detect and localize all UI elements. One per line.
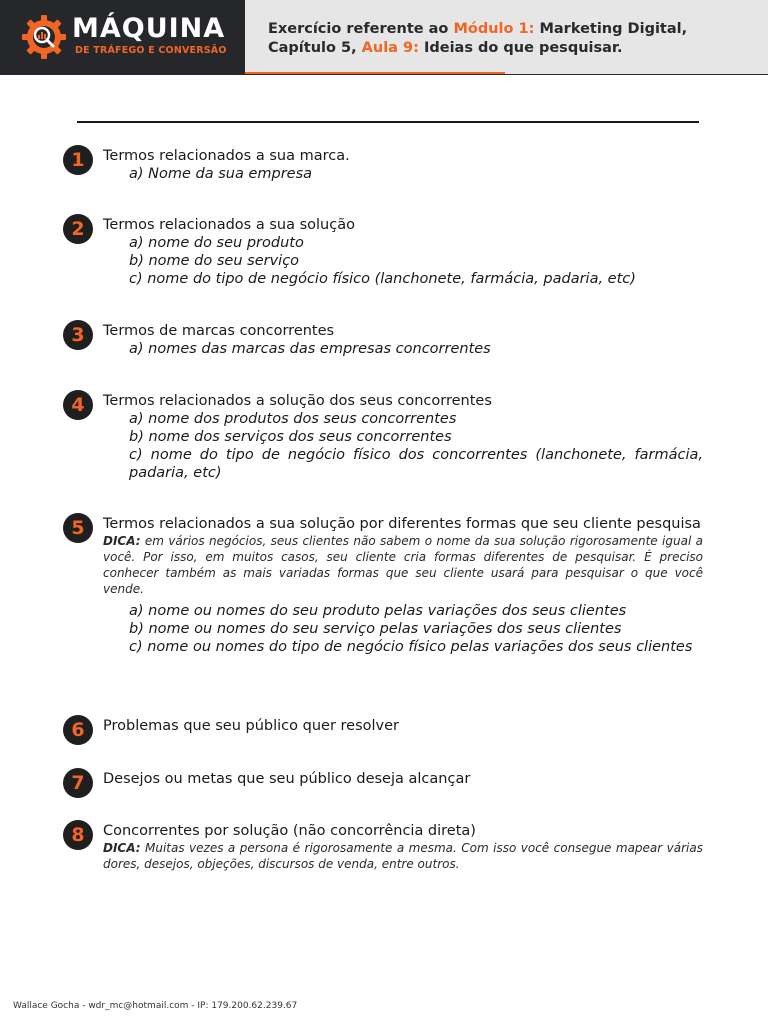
- item-title: Concorrentes por solução (não concorrência direta): [103, 823, 476, 839]
- tip-text: [103, 840, 703, 872]
- list-item-8: [63, 822, 703, 872]
- logo-title: MÁQUINA: [72, 13, 226, 44]
- item-title: Termos relacionados a solução dos seus concorrentes: [103, 393, 492, 409]
- tip-label: DICA:: [103, 534, 141, 548]
- item-subpoint: c) nome do tipo de negócio físico dos concorrentes (lanchonete, farmácia, padaria, etc): [129, 447, 703, 481]
- item-subpoint: c) nome ou nomes do tipo de negócio físico pelas variações dos seus clientes: [129, 639, 693, 655]
- item-title: Termos relacionados a sua solução: [103, 217, 355, 233]
- number-badge: 6: [63, 715, 93, 745]
- list-item-7: [63, 770, 703, 794]
- list-item-1: [63, 147, 703, 183]
- list-item-4: [63, 392, 703, 482]
- list-item-5: [63, 515, 703, 656]
- module-text: Marketing Digital, Capítulo 5,: [268, 21, 688, 56]
- item-title: Problemas que seu público quer resolver: [103, 718, 400, 734]
- item-subpoint: a) Nome da sua empresa: [129, 166, 313, 182]
- item-title: Desejos ou metas que seu público deseja alcançar: [103, 771, 471, 787]
- number-badge: 1: [63, 145, 93, 175]
- list-item-6: [63, 717, 703, 741]
- list-item-3: [63, 322, 703, 358]
- reference-prefix: Exercício referente ao: [268, 21, 454, 37]
- tip-text: [103, 533, 703, 597]
- item-subpoint: a) nome ou nomes do seu produto pelas variações dos seus clientes: [129, 603, 627, 619]
- number-badge: 8: [63, 820, 93, 850]
- item-title: Termos relacionados a sua solução por diferentes formas que seu cliente pesquisa: [103, 516, 701, 532]
- exercise-reference: [268, 20, 758, 58]
- list-item-2: [63, 216, 703, 288]
- logo-subtitle: DE TRÁFEGO E CONVERSÃO: [75, 45, 227, 56]
- item-title: Termos de marcas concorrentes: [103, 323, 335, 339]
- title-rule: [77, 121, 699, 123]
- number-badge: 2: [63, 214, 93, 244]
- item-subpoint: b) nome ou nomes do seu serviço pelas variações dos seus clientes: [129, 621, 622, 637]
- item-subpoint: b) nome dos serviços dos seus concorrentes: [129, 429, 452, 445]
- number-badge: 5: [63, 513, 93, 543]
- tip-label: DICA:: [103, 841, 141, 855]
- module-label: Módulo 1:: [453, 21, 535, 37]
- footer-watermark: Wallace Gocha - wdr_mc@hotmail.com - IP: 179.200.62.239.67: [13, 1001, 298, 1011]
- item-subpoint: a) nome do seu produto: [129, 235, 304, 251]
- gear-magnifier-icon: [20, 13, 68, 61]
- item-subpoint: a) nomes das marcas das empresas concorrentes: [129, 341, 491, 357]
- tip-body: em vários negócios, seus clientes não sabem o nome da sua solução rigorosamente igual a você. Por isso, em muitos casos, seu cliente cria formas diferentes de pesquisar. É preciso conhecer também as mais variadas formas que seu cliente usará para pesquisar o que você vende.: [103, 534, 703, 596]
- lesson-text: Ideias do que pesquisar.: [418, 40, 623, 56]
- item-subpoint: b) nome do seu serviço: [129, 253, 300, 269]
- item-subpoint: c) nome do tipo de negócio físico (lanchonete, farmácia, padaria, etc): [129, 271, 636, 287]
- number-badge: 7: [63, 768, 93, 798]
- header-divider: [0, 74, 768, 75]
- number-badge: 3: [63, 320, 93, 350]
- item-title: Termos relacionados a sua marca.: [103, 148, 350, 164]
- brand-logo: [0, 0, 245, 75]
- tip-body: Muitas vezes a persona é rigorosamente a mesma. Com isso você consegue mapear várias dores, desejos, objeções, discursos de venda, entre outros.: [103, 841, 703, 871]
- number-badge: 4: [63, 390, 93, 420]
- document-header: [0, 0, 768, 75]
- lesson-label: Aula 9:: [361, 40, 419, 56]
- item-subpoint: a) nome dos produtos dos seus concorrentes: [129, 411, 457, 427]
